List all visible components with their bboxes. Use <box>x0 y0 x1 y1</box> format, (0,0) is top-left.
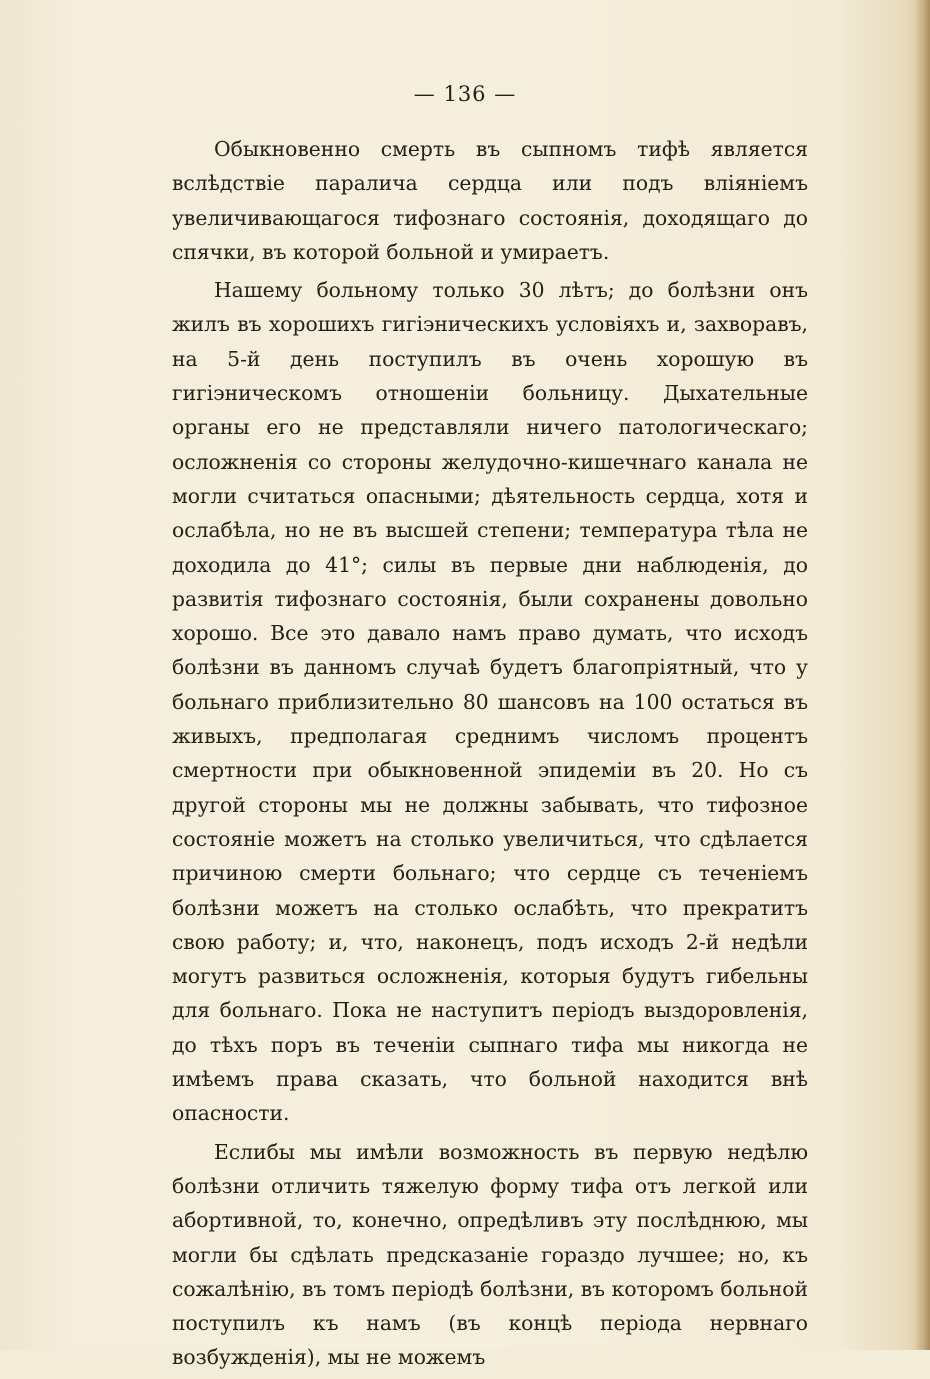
body-text <box>172 132 808 1379</box>
paragraph-1: Обыкновенно смерть въ сыпномъ тифѣ является вслѣдствіе паралича сердца или подъ вліяніемъ увеличивающагося тифознаго состоянія, доходящаго до спячки, въ которой больной и умираетъ. <box>172 137 808 264</box>
paragraph-3: Еслибы мы имѣли возможность въ первую недѣлю болѣзни отличить тяжелую форму тифа отъ легкой или абортивной, то, конечно, опредѣливъ эту послѣднюю, мы могли бы сдѣлать предсказаніе гораздо лучшее; но, къ сожалѣнію, въ томъ періодѣ болѣзни, въ которомъ больной поступилъ къ намъ (въ концѣ періода нервнаго возбужденія), мы не можемъ <box>172 1139 808 1370</box>
page-number: — 136 — <box>413 82 517 106</box>
page-edge-shadow <box>914 0 930 1350</box>
paragraph-2: Нашему больному только 30 лѣтъ; до болѣзни онъ жилъ въ хорошихъ гигіэническихъ условіяхъ и, захворавъ, на 5-й день поступилъ въ очень хорошую въ гигіэническомъ отношеніи больницу. Дыхательные органы его не представляли ничего патологическаго; осложненія со стороны желудочно-кишечнаго канала не могли считаться опасными; дѣятельность сердца, хотя и ослабѣла, но не въ высшей степени; температура тѣла не доходила до 41°; силы въ первые дни наблюденія, до развитія тифознаго состоянія, были сохранены довольно хорошо. Все это давало намъ право думать, что исходъ болѣзни въ данномъ случаѣ будетъ благопріятный, что у больнаго приблизительно 80 шансовъ на 100 остаться въ живыхъ, предполагая среднимъ числомъ процентъ смертности при обыкновенной эпидеміи въ 20. Но съ другой стороны мы не должны забывать, что тифозное состояніе можетъ на столько увеличиться, что сдѣлается причиною смерти больнаго; что сердце съ теченіемъ болѣзни можетъ на столько ослабѣть, что прекратитъ свою работу; и, что, наконецъ, подъ исходъ 2-й недѣли могутъ развиться осложненія, которыя будутъ гибельны для больнаго. Пока не наступитъ періодъ выздоровленія, до тѣхъ поръ въ теченіи сыпнаго тифа мы никогда не имѣемъ права сказать, что больной находится внѣ опасности. <box>172 278 808 1126</box>
